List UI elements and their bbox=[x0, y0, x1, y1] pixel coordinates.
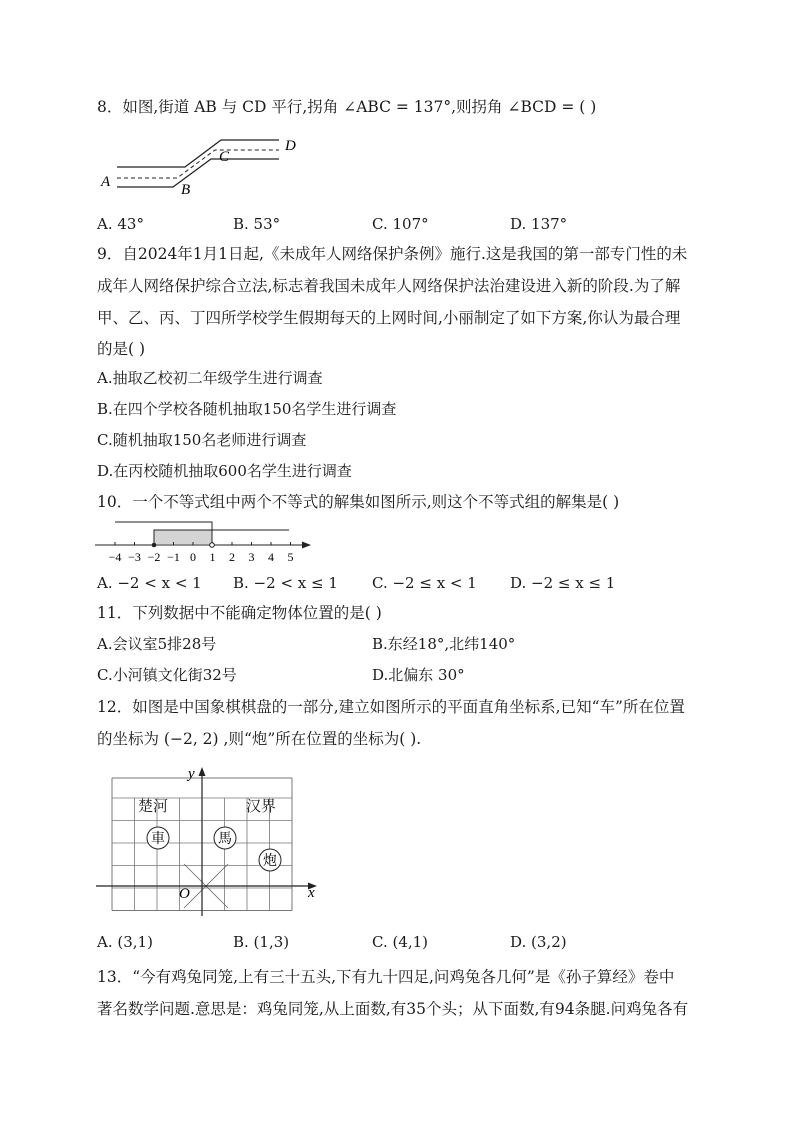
q8-option-d: D. 137° bbox=[510, 215, 568, 233]
q8-option-a: A. 43° bbox=[97, 215, 144, 233]
river-left-label: 楚河 bbox=[138, 799, 169, 815]
q9-option-b: B.在四个学校各随机抽取150名学生进行调查 bbox=[97, 400, 397, 418]
number-line-tick-label: −1 bbox=[167, 550, 180, 564]
axis-x-label: x bbox=[308, 885, 315, 901]
q13-line-1: 13．“今有鸡兔同笼,上有三十五头,下有九十四足,问鸡兔各几何”是《孙子算经》卷中 bbox=[97, 968, 675, 986]
q9-line-4: 的是( ) bbox=[97, 340, 146, 358]
q9-line-1: 9．自2024年1月1日起,《未成年人网络保护条例》施行.这是我国的第一部专门性的未 bbox=[97, 245, 688, 263]
q12-option-d: D. (3,2) bbox=[510, 933, 567, 951]
q9-line-3: 甲、乙、丙、丁四所学校学生假期每天的上网时间,小丽制定了如下方案,你认为最合理 bbox=[97, 309, 681, 327]
axis-y-label: y bbox=[188, 766, 195, 782]
q11-option-c: C.小河镇文化街32号 bbox=[97, 666, 237, 684]
q8-stem: 8．如图,街道 AB 与 CD 平行,拐角 ∠ABC = 137°,则拐角 ∠BCD = ( ) bbox=[97, 98, 597, 116]
piece-cannon-label: 炮 bbox=[263, 854, 277, 869]
number-line-tick-label: 4 bbox=[268, 550, 274, 564]
label-d: D bbox=[285, 138, 296, 154]
origin-label: O bbox=[179, 886, 190, 902]
q12-line-2: 的坐标为 (−2, 2) ,则“炮”所在位置的坐标为( ). bbox=[97, 730, 422, 748]
piece-horse-label: 馬 bbox=[218, 832, 232, 847]
q11-stem: 11．下列数据中不能确定物体位置的是( ) bbox=[97, 604, 382, 622]
q10-option-a: A. −2 < x < 1 bbox=[97, 574, 202, 592]
q9-option-a: A.抽取乙校初二年级学生进行调查 bbox=[97, 369, 323, 387]
q12-option-a: A. (3,1) bbox=[97, 933, 153, 951]
q10-stem: 10．一个不等式组中两个不等式的解集如图所示,则这个不等式组的解集是( ) bbox=[97, 493, 620, 511]
q9-option-d: D.在丙校随机抽取600名学生进行调查 bbox=[97, 462, 352, 480]
q11-option-a: A.会议室5排28号 bbox=[97, 635, 217, 653]
number-line-tick-label: 2 bbox=[229, 550, 235, 564]
q10-option-c: C. −2 ≤ x < 1 bbox=[372, 574, 477, 592]
q10-number-line bbox=[95, 518, 315, 566]
number-line-tick-label: 3 bbox=[248, 550, 255, 564]
piece-chariot-label: 車 bbox=[151, 832, 165, 847]
number-line-tick-label: −4 bbox=[108, 550, 122, 564]
number-line-tick-label: −3 bbox=[128, 550, 141, 564]
number-line-tick-label: −2 bbox=[147, 550, 161, 564]
number-line-tick-label: 0 bbox=[190, 550, 196, 564]
q12-line-1: 12．如图是中国象棋棋盘的一部分,建立如图所示的平面直角坐标系,已知“车”所在位置 bbox=[97, 698, 685, 716]
q11-option-b: B.东经18°,北纬140° bbox=[372, 635, 516, 653]
q9-option-c: C.随机抽取150名老师进行调查 bbox=[97, 431, 307, 449]
q8-option-c: C. 107° bbox=[372, 215, 429, 233]
q8-option-b: B. 53° bbox=[233, 215, 281, 233]
label-b: B bbox=[181, 182, 191, 198]
q12-option-c: C. (4,1) bbox=[372, 933, 429, 951]
river-right-label: 汉界 bbox=[246, 799, 277, 815]
q13-line-2: 著名数学问题.意思是：鸡兔同笼,从上面数,有35个头；从下面数,有94条腿.问鸡兔各有 bbox=[97, 1000, 689, 1018]
piece-horse bbox=[214, 827, 236, 849]
q12-chess-board bbox=[92, 760, 322, 925]
label-a: A bbox=[101, 174, 111, 190]
q10-option-d: D. −2 ≤ x ≤ 1 bbox=[510, 574, 616, 592]
q12-option-b: B. (1,3) bbox=[233, 933, 290, 951]
q10-option-b: B. −2 < x ≤ 1 bbox=[233, 574, 338, 592]
piece-cannon bbox=[259, 849, 281, 871]
number-line-tick-label: 1 bbox=[209, 550, 216, 564]
q11-option-d: D.北偏东 30° bbox=[372, 666, 465, 684]
piece-chariot bbox=[147, 827, 169, 849]
label-c: C bbox=[219, 149, 230, 165]
q8-street-figure bbox=[97, 130, 317, 198]
q9-line-2: 成年人网络保护综合立法,标志着我国未成年人网络保护法治建设进入新的阶段.为了解 bbox=[97, 277, 681, 295]
number-line-tick-label: 5 bbox=[287, 550, 294, 564]
